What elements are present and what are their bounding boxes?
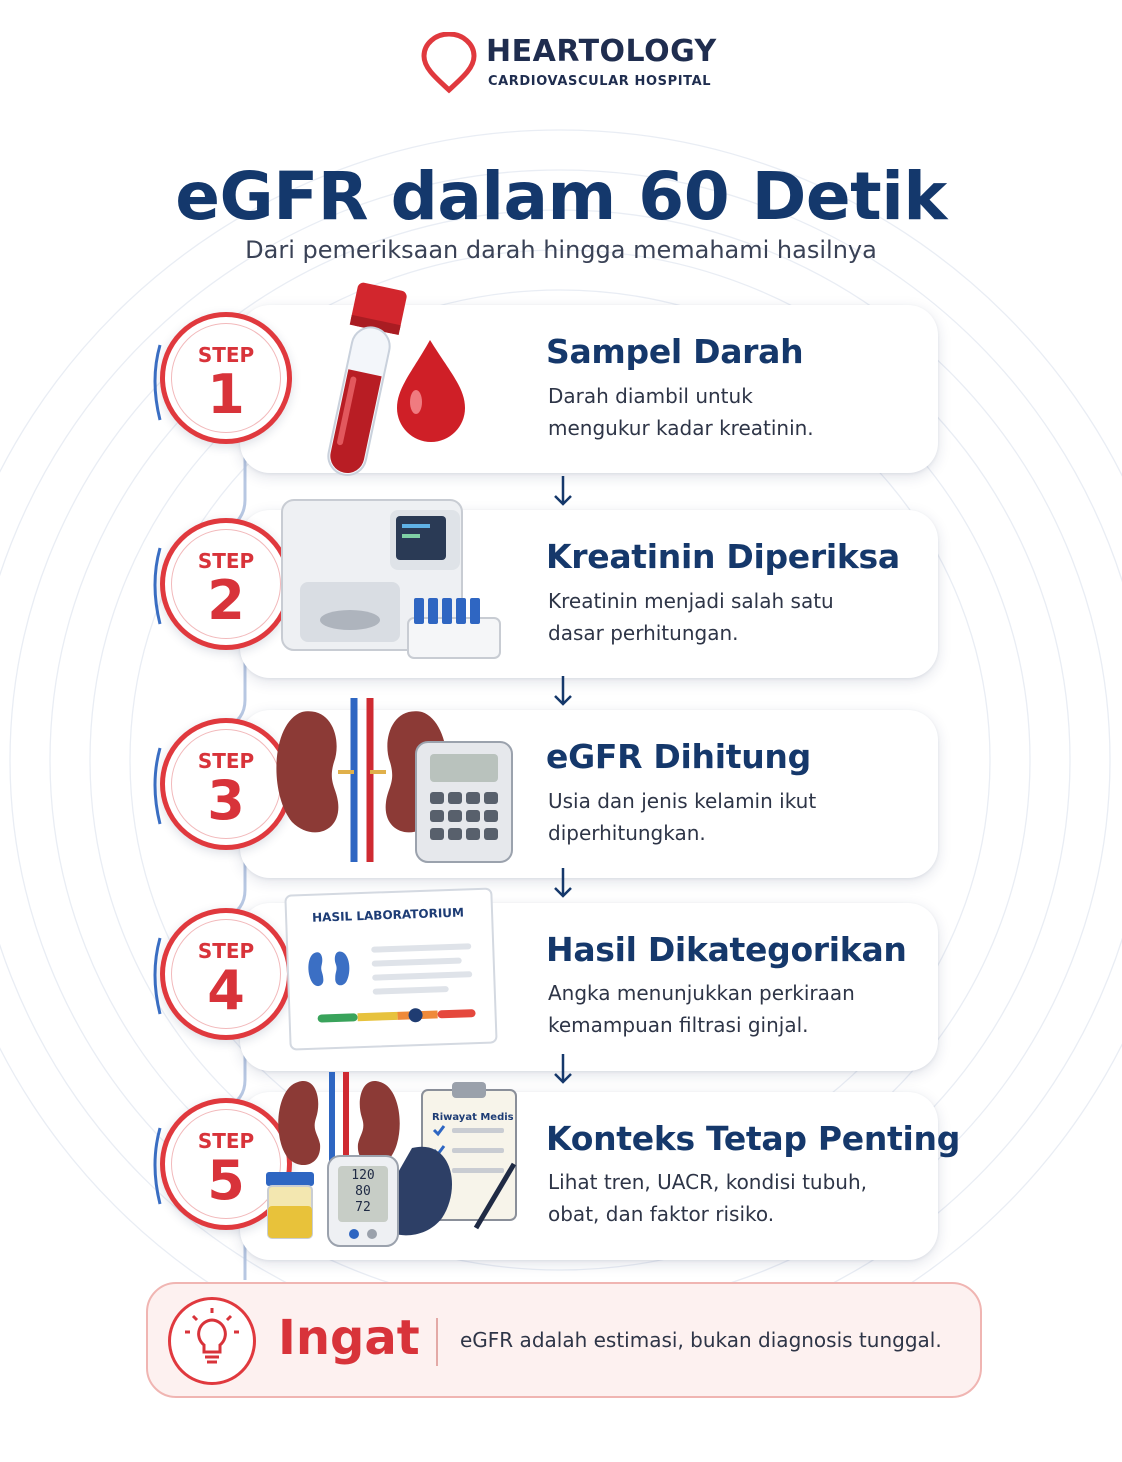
step-title-2: Kreatinin Diperiksa <box>546 537 900 576</box>
lightbulb-icon <box>171 1300 253 1382</box>
remember-text: eGFR adalah estimasi, bukan diagnosis tunggal. <box>460 1328 942 1352</box>
step-title-3: eGFR Dihitung <box>546 737 811 776</box>
remember-callout <box>146 1282 982 1398</box>
remember-divider <box>436 1318 438 1366</box>
step-number: 2 <box>207 569 245 632</box>
lab-analyzer-icon <box>280 490 502 670</box>
medical-context-art <box>262 1068 524 1250</box>
heart-pin-icon <box>420 32 478 94</box>
page-subtitle: Dari pemeriksaan darah hingga memahami hasilnya <box>245 236 877 264</box>
arrow-down-icon <box>552 474 574 508</box>
step-badge-4 <box>160 908 292 1040</box>
step-desc-1: Darah diambil untuk mengukur kadar kreatinin. <box>548 384 814 440</box>
arrow-down-icon <box>552 1052 574 1086</box>
step-label: STEP <box>197 939 255 963</box>
bp-reading: 120 80 72 <box>351 1168 375 1215</box>
page-title: eGFR dalam 60 Detik <box>175 158 947 235</box>
arrow-down-icon <box>552 674 574 708</box>
step-number: 4 <box>207 959 245 1022</box>
step-desc-2: Kreatinin menjadi salah satu dasar perhitungan. <box>548 589 834 645</box>
step-label: STEP <box>197 549 255 573</box>
step-title-4: Hasil Dikategorikan <box>546 930 907 969</box>
step-title-5: Konteks Tetap Penting <box>546 1119 961 1158</box>
lab-report-title: HASIL LABORATORIUM <box>311 905 465 925</box>
medical-context-icon <box>262 1068 524 1250</box>
blood-tube-icon <box>300 282 480 482</box>
step-desc-3: Usia dan jenis kelamin ikut diperhitungkan. <box>548 789 817 845</box>
brand-name: HEARTOLOGY <box>486 34 717 69</box>
brand-logo <box>420 32 720 94</box>
step-label: STEP <box>197 749 255 773</box>
step-number: 3 <box>207 769 245 832</box>
step-title-1: Sampel Darah <box>546 332 804 371</box>
step-desc-4: Angka menunjukkan perkiraan kemampuan filtrasi ginjal. <box>548 981 855 1037</box>
step-number: 1 <box>207 363 245 426</box>
kidney-calculator-icon <box>272 692 522 872</box>
step-desc-5: Lihat tren, UACR, kondisi tubuh, obat, dan faktor risiko. <box>548 1170 867 1226</box>
remember-title: Ingat <box>278 1310 420 1366</box>
step-number: 5 <box>207 1149 245 1212</box>
step-label: STEP <box>197 1129 255 1153</box>
brand-subtitle: CARDIOVASCULAR HOSPITAL <box>488 74 712 89</box>
step-badge-1 <box>160 312 292 444</box>
clipboard-title: Riwayat Medis <box>432 1112 514 1123</box>
step-badge-2 <box>160 518 292 650</box>
step-label: STEP <box>197 343 255 367</box>
lightbulb-badge <box>168 1297 256 1385</box>
lab-report-icon <box>283 886 500 1053</box>
arrow-down-icon <box>552 866 574 900</box>
